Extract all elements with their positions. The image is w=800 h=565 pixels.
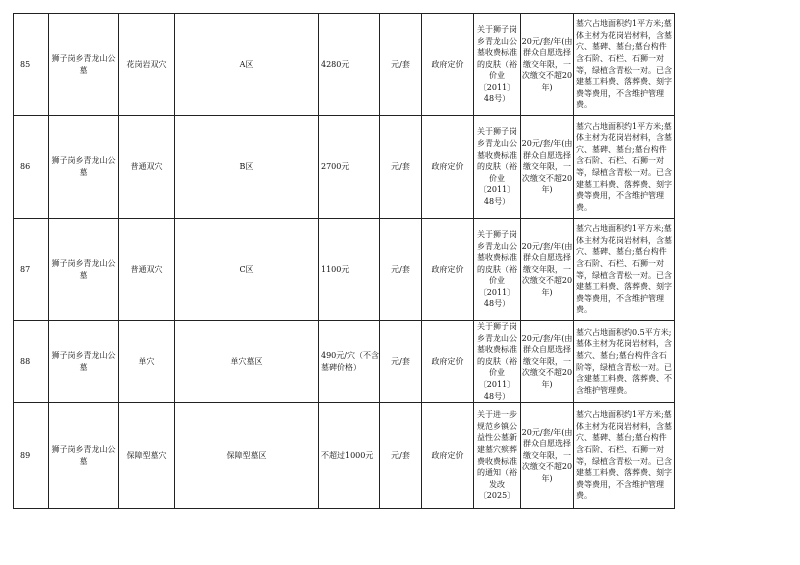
price-unit: 元/套 (380, 14, 422, 116)
price-unit: 元/套 (380, 403, 422, 509)
tomb-area: B区 (175, 116, 319, 219)
price-table (13, 13, 675, 509)
tomb-area: 保障型墓区 (175, 403, 319, 509)
pricing-basis-text: 关于狮子岗乡青龙山公墓收费标准的皮肤（裕价业〔2011〕48号） (477, 229, 517, 309)
tomb-price: 2700元 (319, 116, 380, 219)
pricing-basis-text: 关于进一步规范乡镇公益性公墓新建墓穴殡葬费收费标准的通知（裕发改〔2025〕 (477, 410, 517, 501)
price-unit: 元/套 (380, 321, 422, 403)
cemetery-name: 狮子岗乡青龙山公墓 (49, 321, 119, 403)
maintenance-fee (521, 116, 574, 219)
table-row (14, 403, 675, 509)
pricing-basis (474, 14, 521, 116)
tomb-type: 单穴 (119, 321, 175, 403)
cemetery-name: 狮子岗乡青龙山公墓 (49, 116, 119, 219)
maintenance-fee (521, 321, 574, 403)
row-number: 85 (14, 14, 49, 116)
tomb-description (574, 321, 675, 403)
maintenance-fee-text: 20元/套/年(由群众自愿选择缴交年限，一次缴交不超20年) (521, 139, 573, 195)
tomb-type: 保障型墓穴 (119, 403, 175, 509)
maintenance-fee (521, 403, 574, 509)
tomb-description (574, 403, 675, 509)
maintenance-fee-text: 20元/套/年(由群众自愿选择缴交年限，一次缴交不超20年) (521, 333, 573, 389)
tomb-area: 单穴墓区 (175, 321, 319, 403)
cemetery-name: 狮子岗乡青龙山公墓 (49, 403, 119, 509)
table-row (14, 321, 675, 403)
pricing-basis (474, 321, 521, 403)
management-type: 政府定价 (422, 403, 474, 509)
maintenance-fee-text: 20元/套/年(由群众自愿选择缴交年限，一次缴交不超20年) (521, 427, 573, 483)
table-row (14, 219, 675, 321)
management-type: 政府定价 (422, 14, 474, 116)
management-type: 政府定价 (422, 116, 474, 219)
row-number: 88 (14, 321, 49, 403)
tomb-type: 普通双穴 (119, 219, 175, 321)
price-unit: 元/套 (380, 219, 422, 321)
tomb-type: 花岗岩双穴 (119, 14, 175, 116)
tomb-price: 不超过1000元 (319, 403, 380, 509)
tomb-price: 1100元 (319, 219, 380, 321)
pricing-basis (474, 116, 521, 219)
tomb-description (574, 219, 675, 321)
maintenance-fee-text: 20元/套/年(由群众自愿选择缴交年限，一次缴交不超20年) (521, 36, 573, 92)
maintenance-fee (521, 14, 574, 116)
tomb-price: 4280元 (319, 14, 380, 116)
management-type: 政府定价 (422, 219, 474, 321)
tomb-description-text: 墓穴占地面积约0.5平方米;墓体主材为花岗岩材料，含墓穴、墓台;墓台构件含石阶等，绿植含青松一对。已含建墓工料费、落葬费、不含维护管理费。 (576, 327, 672, 395)
pricing-basis (474, 403, 521, 509)
tomb-description-text: 墓穴占地面积约1平方米;墓体主材为花岗岩材料，含墓穴、墓碑、墓台;墓台构件含石阶、石栏、石狮一对等，绿植含青松一对。已含建墓工料费、落葬费、刻字费等费用，不含维护管理费。 (576, 19, 672, 110)
row-number: 86 (14, 116, 49, 219)
maintenance-fee-text: 20元/套/年(由群众自愿选择缴交年限，一次缴交不超20年) (521, 241, 573, 297)
tomb-description-text: 墓穴占地面积约1平方米;墓体主材为花岗岩材料，含墓穴、墓碑、墓台;墓台构件含石阶、石栏、石狮一对等，绿植含青松一对。已含建墓工料费、落葬费、刻字费等费用，不含维护管理费。 (576, 121, 672, 212)
tomb-area: C区 (175, 219, 319, 321)
pricing-basis (474, 219, 521, 321)
table-row (14, 116, 675, 219)
pricing-basis-text: 关于狮子岗乡青龙山公墓收费标准的皮肤（裕价业〔2011〕48号） (477, 127, 517, 206)
pricing-basis-text: 关于狮子岗乡青龙山公墓收费标准的皮肤（裕价业〔2011〕48号） (477, 322, 517, 401)
cemetery-name: 狮子岗乡青龙山公墓 (49, 219, 119, 321)
management-type: 政府定价 (422, 321, 474, 403)
tomb-description-text: 墓穴占地面积约1平方米;墓体主材为花岗岩材料，含墓穴、墓碑、墓台;墓台构件含石阶、石栏、石狮一对等，绿植含青松一对。已含建墓工料费、落葬费、刻字费等费用，不含维护管理费。 (576, 410, 672, 501)
pricing-basis-text: 关于狮子岗乡青龙山公墓收费标准的皮肤（裕价业〔2011〕48号） (477, 24, 517, 104)
cemetery-name: 狮子岗乡青龙山公墓 (49, 14, 119, 116)
tomb-description-text: 墓穴占地面积约1平方米;墓体主材为花岗岩材料，含墓穴、墓碑、墓台;墓台构件含石阶、石栏、石狮一对等，绿植含青松一对。已含建墓工料费、落葬费、刻字费等费用，不含维护管理费。 (576, 224, 672, 315)
tomb-description (574, 14, 675, 116)
row-number: 87 (14, 219, 49, 321)
price-unit: 元/套 (380, 116, 422, 219)
maintenance-fee (521, 219, 574, 321)
tomb-type: 普通双穴 (119, 116, 175, 219)
row-number: 89 (14, 403, 49, 509)
table-row (14, 14, 675, 116)
tomb-description (574, 116, 675, 219)
tomb-area: A区 (175, 14, 319, 116)
tomb-price: 490元/穴（不含墓碑价格） (319, 321, 380, 403)
